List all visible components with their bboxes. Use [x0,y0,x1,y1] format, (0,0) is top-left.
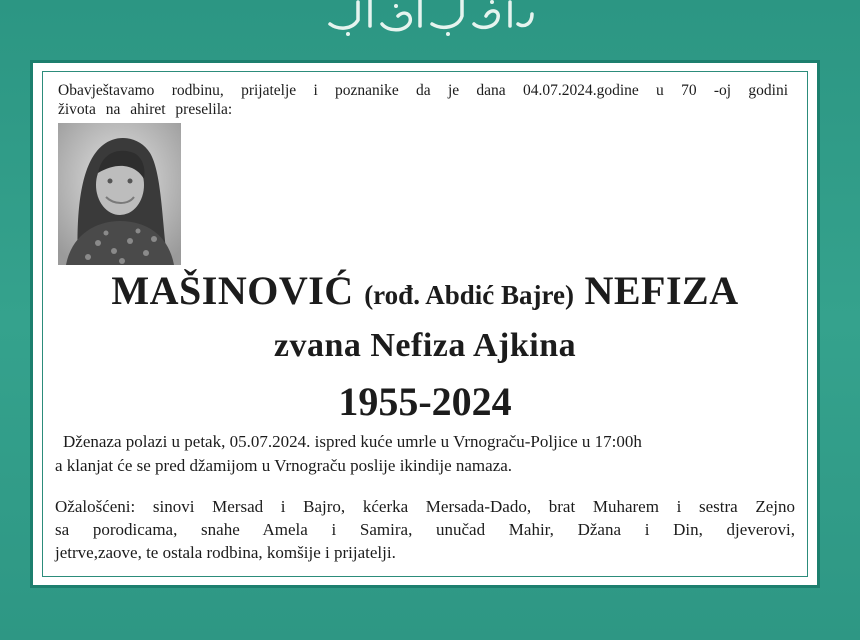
deceased-full-name [33,268,817,318]
mourners-line-3: jetrve,zaove, te ostala rodbina, komšije i prijatelji. [55,543,396,562]
maiden-name: (rođ. Abdić Bajre) [364,280,574,310]
portrait-photo-icon [58,123,181,265]
mourners-line-1: Ožalošćeni: sinovi Mersad i Bajro, kćerka Mersada-Dado, brat Muharem i sestra Zejno [55,497,795,516]
funeral-line-2: a klanjat će se pred džamijom u Vrnograču poslije ikindije namaza. [55,456,513,475]
arabic-calligraphy-icon [318,0,538,36]
intro-text-line1: Obavještavamo rodbinu, prijatelje i poznanike da je dana 04.07.2024.godine u 70 -oj godini [58,82,788,99]
mourners-line-2: sa porodicama, snahe Amela i Samira, unučad Mahir, Džana i Din, djeverovi, [55,520,795,539]
obituary-notice [30,60,820,588]
funeral-info [55,430,791,478]
funeral-line-1: Dženaza polazi u petak, 05.07.2024. ispred kuće umrle u Vrnograču-Poljice u 17:00h [63,432,642,451]
nickname: zvana Nefiza Ajkina [273,327,577,364]
first-name: NEFIZA [584,268,739,313]
intro-text-line2: života na ahiret preselila: [58,101,233,118]
surname: MAŠINOVIĆ [111,268,354,313]
portrait-photo [58,123,181,265]
mourners-list [55,495,795,564]
life-years: 1955-2024 [338,379,512,424]
